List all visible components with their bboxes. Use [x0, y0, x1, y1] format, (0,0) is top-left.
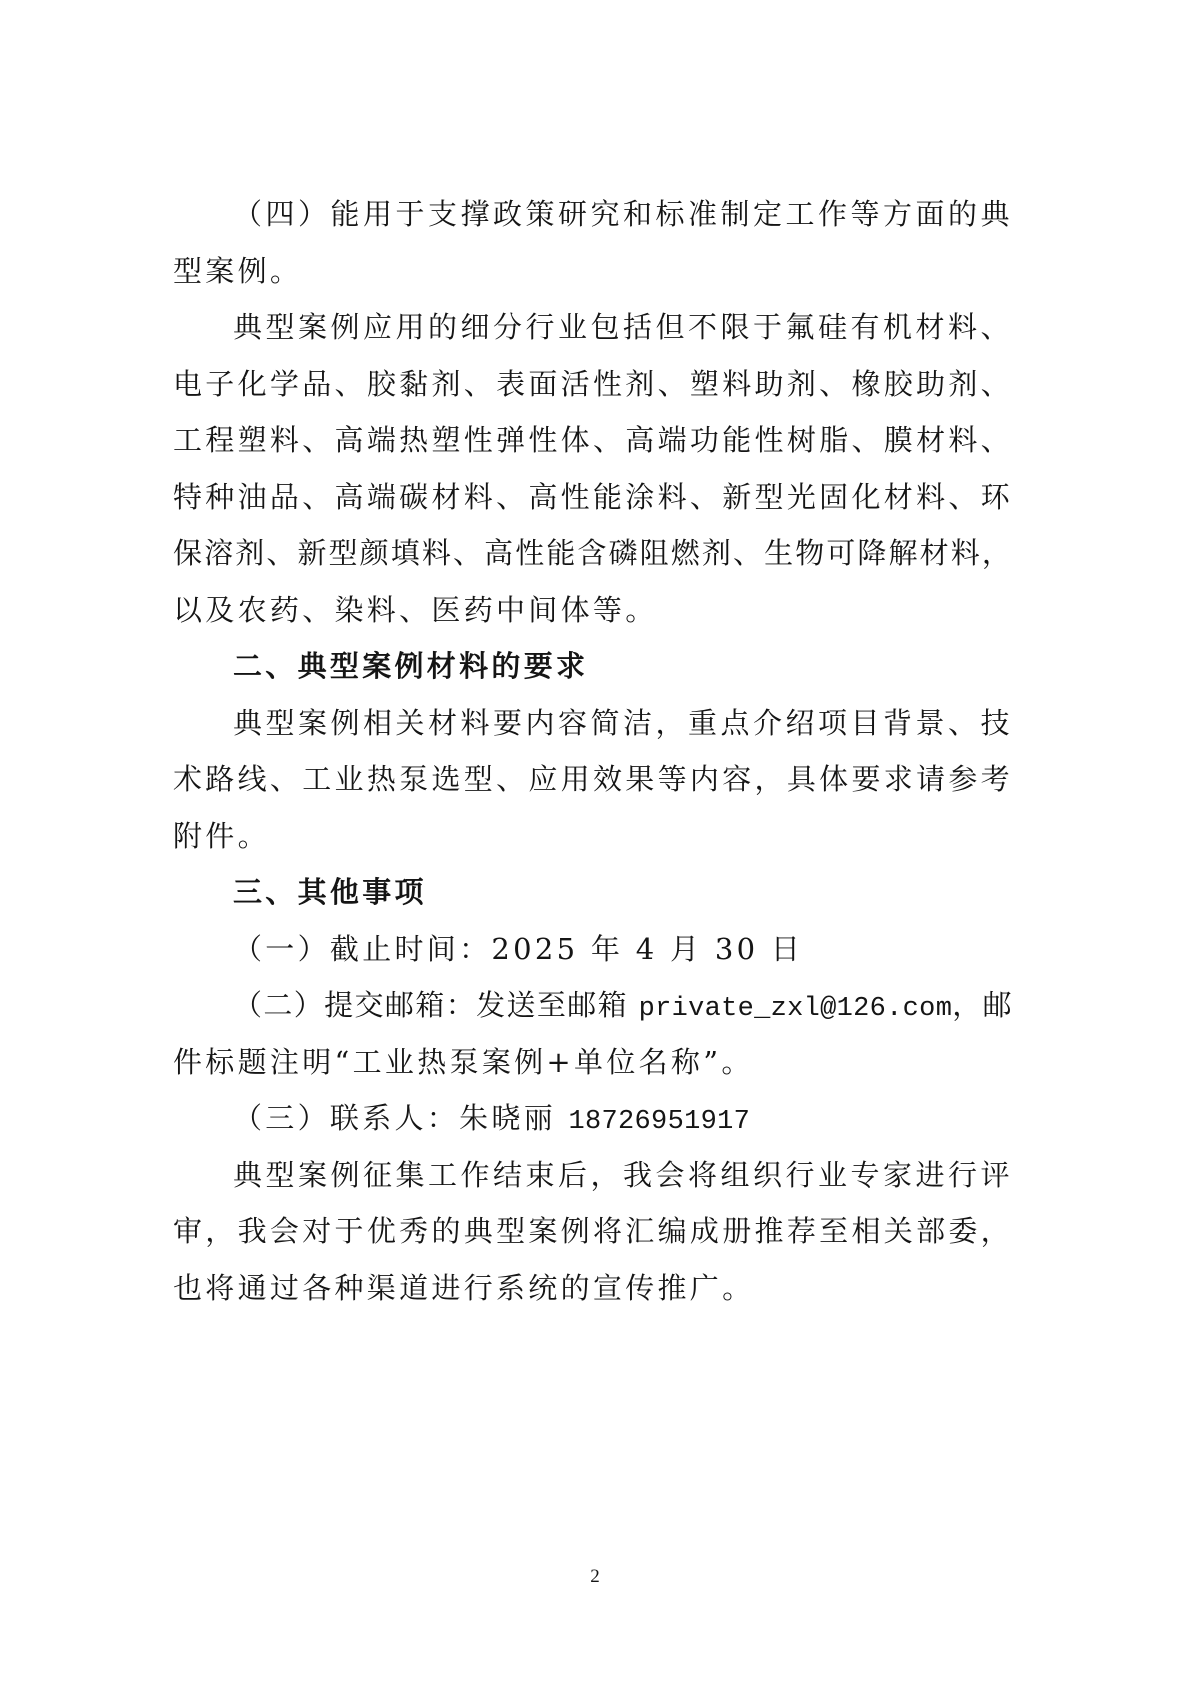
closing-line-3: 也将通过各种渠道进行系统的宣传推广。	[173, 1270, 755, 1305]
contact-line	[233, 1090, 1013, 1147]
email-line-1	[233, 977, 1013, 1034]
item-4-line-2: 型案例。	[173, 253, 303, 288]
contact-name: 朱晓丽	[459, 1101, 557, 1135]
page-number: 2	[590, 1566, 600, 1587]
contact-phone: 18726951917	[568, 1107, 751, 1137]
closing-line-2: 审，我会对于优秀的典型案例将汇编成册推荐至相关部委，	[173, 1214, 1013, 1248]
section-2-heading: 二、典型案例材料的要求	[233, 649, 589, 683]
requirements-line-3: 附件。	[173, 818, 270, 853]
section-3-heading: 三、其他事项	[233, 875, 427, 909]
requirements-line-2: 术路线、工业热泵选型、应用效果等内容，具体要求请参考	[173, 762, 1013, 796]
deadline-line: （一）截止时间：2025 年 4 月 30 日	[233, 931, 804, 966]
contact-label: （三）联系人：	[233, 1101, 460, 1135]
industries-line-2: 电子化学品、胶黏剂、表面活性剂、塑料助剂、橡胶助剂、	[173, 366, 1013, 401]
closing-line-1: 典型案例征集工作结束后，我会将组织行业专家进行评	[233, 1157, 1013, 1192]
email-line-2: 件标题注明“工业热泵案例+单位名称”。	[173, 1044, 754, 1079]
industries-line-3: 工程塑料、高端热塑性弹性体、高端功能性树脂、膜材料、	[173, 423, 1013, 457]
email-label: （二）提交邮箱：发送至邮箱	[233, 988, 629, 1022]
industries-line-6: 以及农药、染料、医药中间体等。	[173, 592, 658, 627]
industries-line-5: 保溶剂、新型颜填料、高性能含磷阻燃剂、生物可降解材料，	[173, 536, 1013, 570]
item-4-line-1: （四）能用于支撑政策研究和标准制定工作等方面的典	[233, 197, 1013, 231]
industries-line-4: 特种油品、高端碳材料、高性能涂料、新型光固化材料、环	[173, 479, 1013, 514]
industries-line-1: 典型案例应用的细分行业包括但不限于氟硅有机材料、	[233, 310, 1013, 344]
email-line-1-tail: ，邮	[952, 988, 1013, 1022]
email-address: private_zxl@126.com	[638, 994, 953, 1024]
requirements-line-1: 典型案例相关材料要内容简洁，重点介绍项目背景、技	[233, 705, 1013, 740]
document-body	[173, 186, 1013, 1316]
